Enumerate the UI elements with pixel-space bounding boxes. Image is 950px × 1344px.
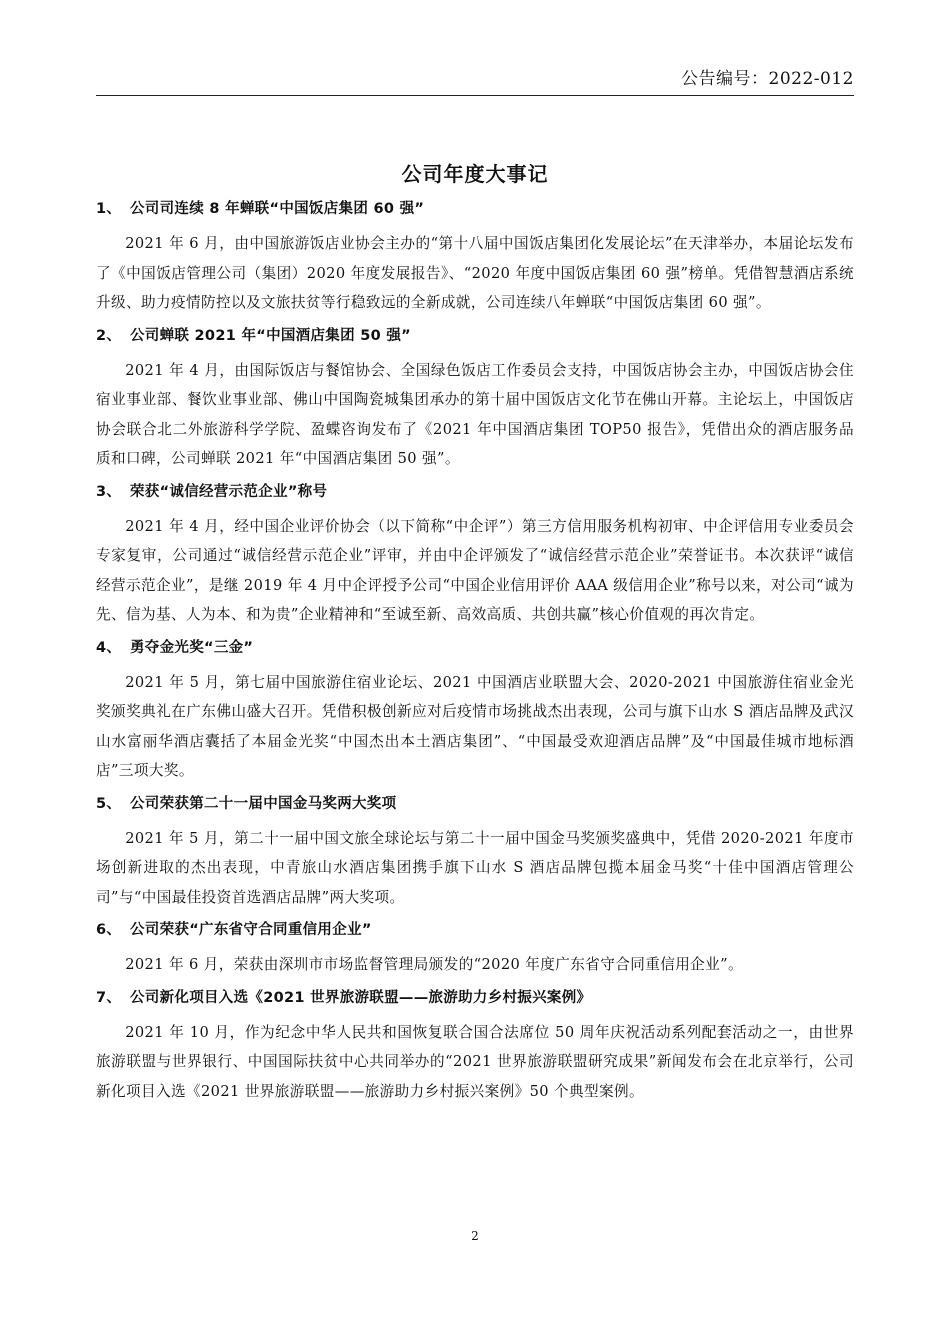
event-title: 公司蝉联 2021 年“中国酒店集团 50 强” — [130, 327, 411, 344]
event-item-1 — [96, 198, 854, 318]
event-body: 2021 年 6 月，由中国旅游饭店业协会主办的“第十八届中国饭店集团化发展论坛”在天津举办，本届论坛发布了《中国饭店管理公司（集团）2020 年度发展报告》、“2020 年度中国饭店集团 60 强”榜单。凭借智慧酒店系统升级、助力疫情防控以及文旅扶贫等行稳致远的全新成就，公司连续八年蝉联“中国饭店集团 60 强”。 — [96, 235, 854, 311]
event-heading — [96, 481, 854, 503]
event-body: 2021 年 6 月，荣获由深圳市市场监督管理局颁发的“2020 年度广东省守合同重信用企业”。 — [125, 956, 744, 973]
event-title: 公司荣获第二十一届中国金马奖两大奖项 — [130, 795, 397, 812]
event-item-6 — [96, 919, 854, 980]
event-number: 3、 — [96, 483, 122, 500]
event-title: 公司司连续 8 年蝉联“中国饭店集团 60 强” — [130, 201, 425, 217]
event-heading — [96, 325, 854, 347]
event-item-4 — [96, 637, 854, 786]
event-number: 1、 — [96, 201, 122, 217]
event-item-5 — [96, 793, 854, 913]
event-heading — [96, 637, 854, 659]
event-body: 2021 年 4 月，由国际饭店与餐馆协会、全国绿色饭店工作委员会支持，中国饭店协会主办，中国饭店协会住宿业事业部、餐饮业事业部、佛山中国陶瓷城集团承办的第十届中国饭店文化节在佛山开幕。主论坛上，中国饭店协会联合北二外旅游科学学院、盈蝶咨询发布了《2021 年中国酒店集团 TOP50 报告》，凭借出众的酒店服务品质和口碑，公司蝉联 2021 年“中国酒店集团 50 强”。 — [96, 361, 854, 467]
page-title: 公司年度大事记 — [401, 162, 549, 187]
events-list — [96, 198, 854, 1113]
event-heading — [96, 919, 854, 941]
event-number: 6、 — [96, 922, 122, 938]
event-heading — [96, 793, 854, 815]
event-body: 2021 年 10 月，作为纪念中华人民共和国恢复联合国合法席位 50 周年庆祝活动系列配套活动之一，由世界旅游联盟与世界银行、中国国际扶贫中心共同举办的“2021 世界旅游联盟研究成果”新闻发布会在北京举行，公司新化项目入选《2021 世界旅游联盟——旅游助力乡村振兴案例》50 个典型案例。 — [96, 1023, 854, 1100]
event-item-2 — [96, 325, 854, 474]
event-heading — [96, 198, 854, 220]
announcement-number: 公告编号：2022-012 — [681, 69, 854, 89]
event-item-3 — [96, 481, 854, 630]
event-title: 勇夺金光奖“三金” — [130, 639, 254, 656]
header-divider — [96, 95, 854, 96]
event-number: 7、 — [96, 989, 122, 1006]
event-title: 公司荣获“广东省守合同重信用企业” — [130, 922, 372, 938]
event-heading — [96, 987, 854, 1009]
event-number: 5、 — [96, 795, 122, 812]
event-number: 2、 — [96, 327, 122, 344]
event-title: 公司新化项目入选《2021 世界旅游联盟——旅游助力乡村振兴案例》 — [130, 989, 592, 1006]
event-number: 4、 — [96, 639, 122, 656]
event-title: 荣获“诚信经营示范企业”称号 — [130, 483, 328, 500]
event-item-7 — [96, 987, 854, 1107]
event-body: 2021 年 5 月，第七届中国旅游住宿业论坛、2021 中国酒店业联盟大会、2020-2021 中国旅游住宿业金光奖颁奖典礼在广东佛山盛大召开。凭借积极创新应对后疫情市场挑战杰出表现，公司与旗下山水 S 酒店品牌及武汉山水富丽华酒店囊括了本届金光奖“中国杰出本土酒店集团”、“中国最受欢迎酒店品牌”及“中国最佳城市地标酒店”三项大奖。 — [96, 673, 854, 779]
event-body: 2021 年 5 月，第二十一届中国文旅全球论坛与第二十一届中国金马奖颁奖盛典中，凭借 2020-2021 年度市场创新进取的杰出表现，中青旅山水酒店集团携手旗下山水 S 酒店品牌包揽本届金马奖“十佳中国酒店管理公司”与“中国最佳投资首选酒店品牌”两大奖项。 — [96, 829, 854, 906]
event-body: 2021 年 4 月，经中国企业评价协会（以下简称“中企评”）第三方信用服务机构初审、中企评信用专业委员会专家复审，公司通过“诚信经营示范企业”评审，并由中企评颁发了“诚信经营示范企业”荣誉证书。本次获评“诚信经营示范企业”，是继 2019 年 4 月中企评授予公司“中国企业信用评价 AAA 级信用企业”称号以来，对公司“诚为先、信为基、人为本、和为贵”企业精神和“至诚至新、高效高质、共创共赢”核心价值观的再次肯定。 — [96, 517, 854, 623]
page-number: 2 — [471, 1229, 479, 1243]
